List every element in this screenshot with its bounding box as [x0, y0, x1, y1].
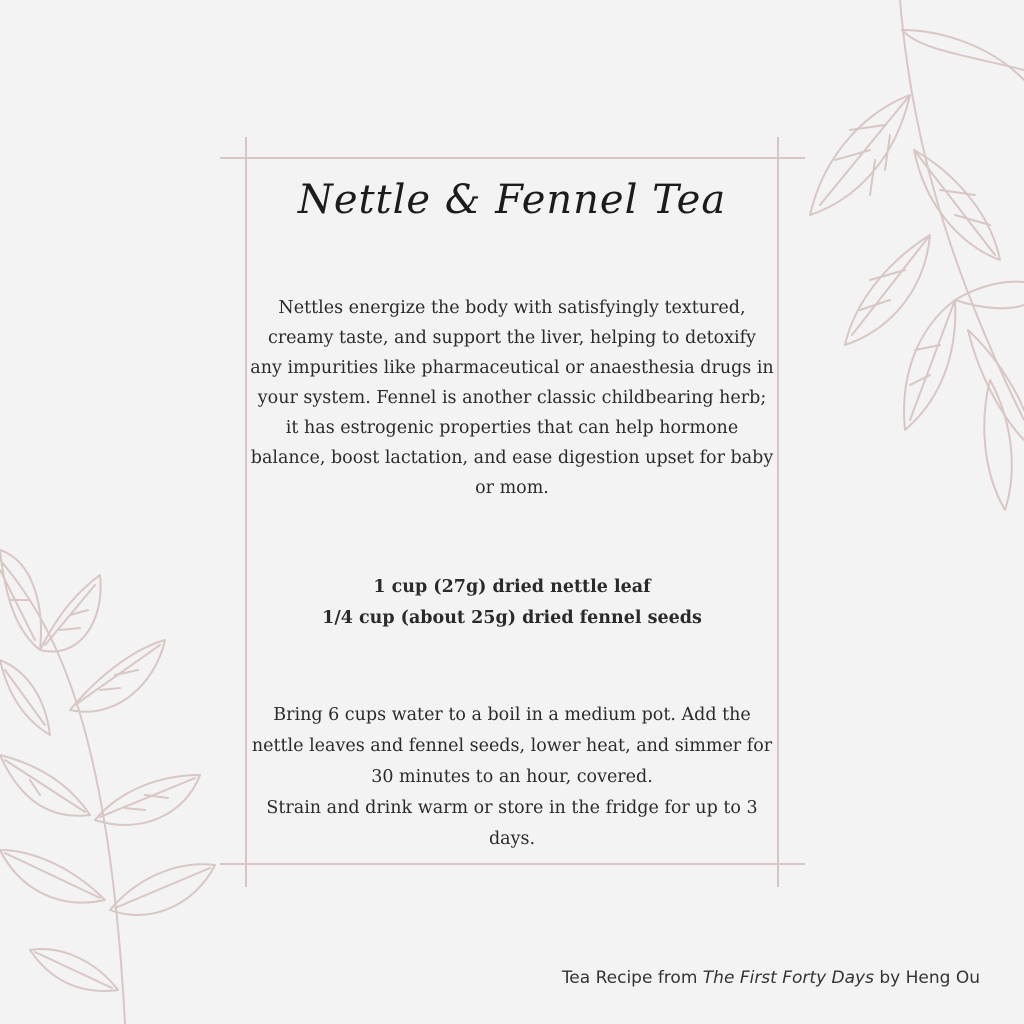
ingredient-item: 1 cup (27g) dried nettle leaf: [373, 577, 651, 597]
credit-author: by Heng Ou: [879, 968, 980, 988]
credit-prefix: Tea Recipe from: [561, 968, 698, 988]
credit-book-title: The First Forty Days: [702, 968, 874, 988]
instruction-step: Strain and drink warm or store in the fridge for up to 3 days.: [266, 798, 758, 849]
recipe-title: Nettle & Fennel Tea: [297, 177, 727, 223]
frame-line-bottom: [220, 863, 805, 865]
ingredient-list: [250, 572, 774, 634]
frame-line-left: [245, 137, 247, 887]
recipe-card: [250, 165, 774, 855]
source-credit: [562, 968, 980, 988]
instruction-step: Bring 6 cups water to a boil in a medium pot. Add the nettle leaves and fennel seeds, lower heat, and simmer for 30 minutes to an hour, covered.: [251, 705, 773, 787]
leaf-branch-decoration-top-right: [790, 0, 1024, 520]
recipe-instructions: [250, 700, 774, 855]
recipe-description: Nettles energize the body with satisfyingly textured, creamy taste, and support the liver, helping to detoxify any impurities like pharmaceutical or anaesthesia drugs in your system. Fennel is another classic childbearing herb; it has estrogenic properties that can help hormone balance, boost lactation, and ease digestion upset for baby or mom.: [250, 298, 774, 498]
leaf-branch-decoration-bottom-left: [0, 520, 240, 1024]
ingredient-item: 1/4 cup (about 25g) dried fennel seeds: [322, 608, 702, 628]
frame-line-right: [777, 137, 779, 887]
frame-line-top: [220, 157, 805, 159]
